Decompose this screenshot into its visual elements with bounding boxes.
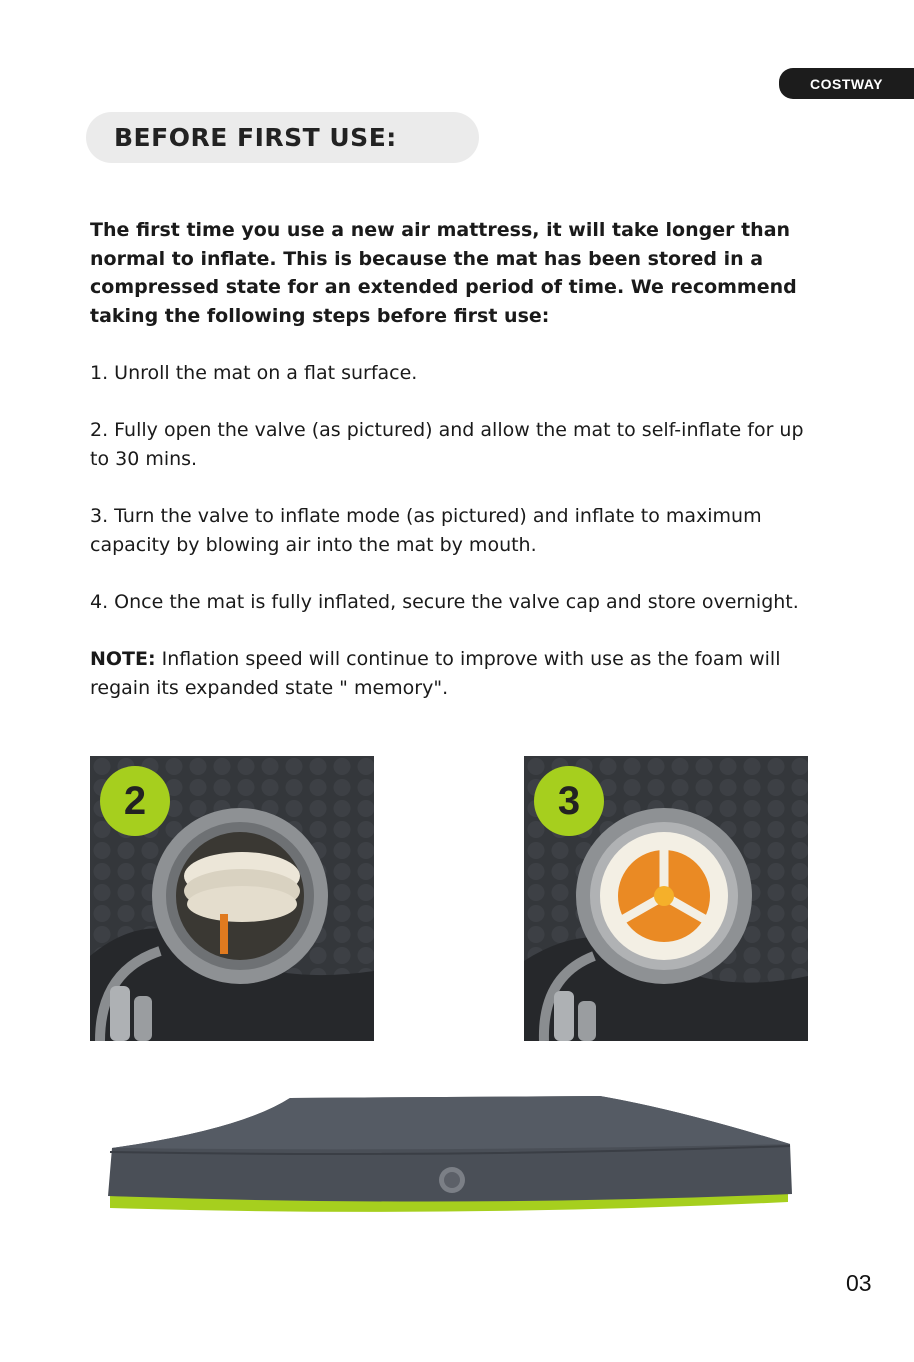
step-2: 2. Fully open the valve (as pictured) and allow the mat to self-inflate for up to 30 mins. (90, 419, 804, 470)
valve-open-photo (90, 756, 374, 1041)
brand-logo (779, 68, 914, 99)
step-1: 1. Unroll the mat on a flat surface. (90, 362, 418, 384)
valve-inflate-photo (524, 756, 808, 1041)
figure-badge-2: 2 (100, 766, 170, 836)
note (90, 645, 820, 702)
intro-paragraph: The first time you use a new air mattress, it will take longer than normal to inflate. This is because the mat has been stored in a compressed state for an extended period of time. We recommend taking the following steps before first use: (90, 219, 797, 327)
page-number: 03 (846, 1270, 872, 1296)
inflated-mattress-illustration (100, 1090, 800, 1220)
note-label: NOTE: (90, 647, 156, 670)
step-4: 4. Once the mat is fully inflated, secure the valve cap and store overnight. (90, 590, 799, 613)
section-title: BEFORE FIRST USE: (114, 123, 397, 152)
figure-badge-3: 3 (534, 766, 604, 836)
note-text: Inflation speed will continue to improve with use as the foam will regain its expanded state " memory". (90, 647, 781, 699)
section-header (86, 112, 479, 163)
steps-list (90, 359, 820, 702)
step-3: 3. Turn the valve to inflate mode (as pictured) and inflate to maximum capacity by blowing air into the mat by mouth. (90, 504, 762, 556)
brand-name: COSTWAY (810, 75, 883, 92)
